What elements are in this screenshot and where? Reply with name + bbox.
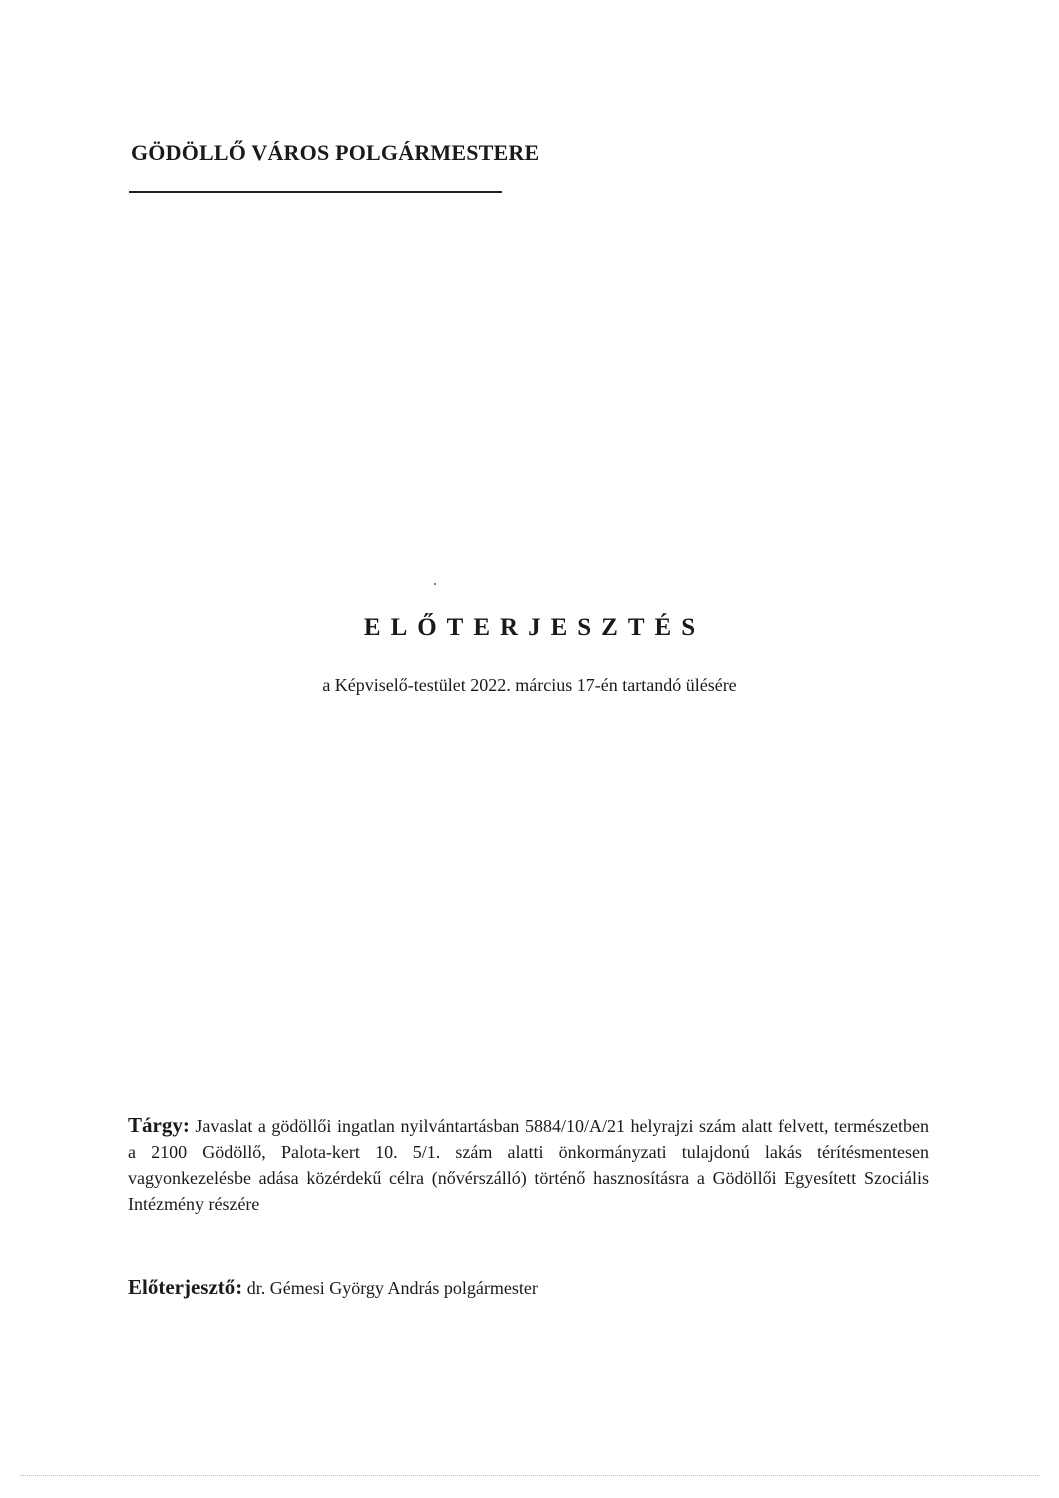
submitter-label: Előterjesztő: — [128, 1275, 243, 1299]
scan-bottom-dots — [20, 1475, 1040, 1476]
document-title: ELŐTERJESZTÉS — [363, 614, 706, 641]
submitter-line — [128, 1275, 538, 1300]
subject-text: Javaslat a gödöllői ingatlan nyilvántartásban 5884/10/A/21 helyrajzi szám alatt felvett, természetben a 2100 Gödöllő, Palota-kert 10. 5/1. szám alatti önkormányzati tulajdonú lakás térítésmentesen vagyonkezelésbe adása közérdekű célra (nővérszálló) történő hasznosításra a Gödöllői Egyesített Szociális Intézmény részére — [128, 1116, 929, 1214]
subject-label: Tárgy: — [128, 1113, 190, 1137]
document-subtitle: a Képviselő-testület 2022. március 17-én tartandó ülésére — [322, 675, 737, 695]
issuer-title: GÖDÖLLŐ VÁROS POLGÁRMESTERE — [131, 140, 540, 165]
submitter-name: dr. Gémesi György András polgármester — [246, 1278, 538, 1298]
subject-block — [128, 1112, 929, 1217]
scan-speck — [434, 583, 436, 585]
header-underline — [129, 191, 502, 193]
